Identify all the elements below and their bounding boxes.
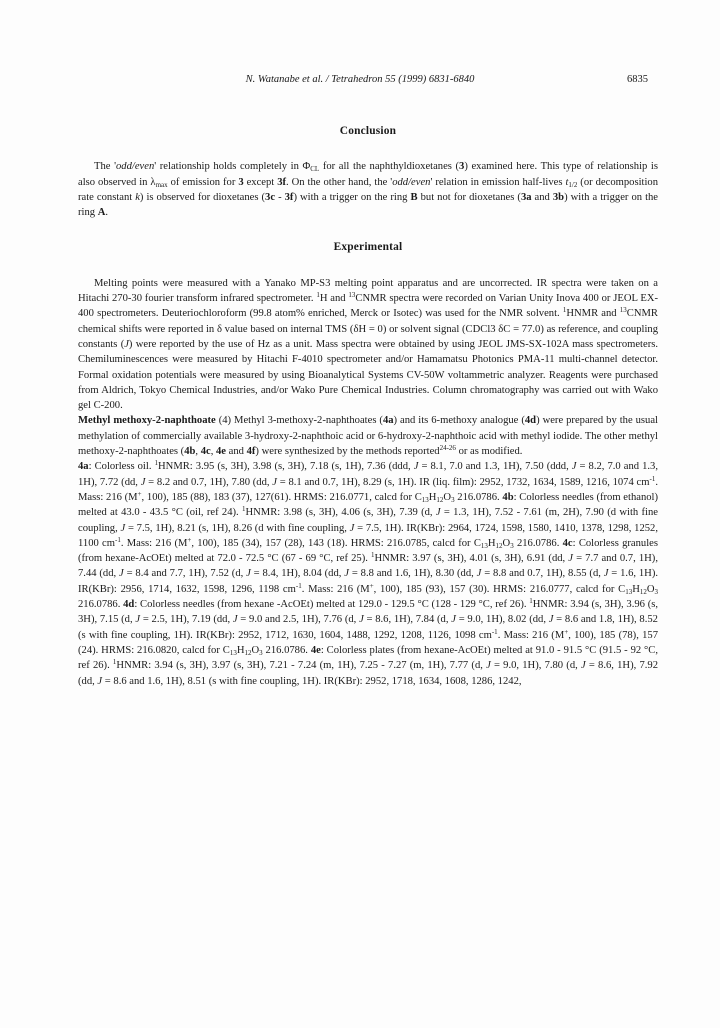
running-head [0, 74, 720, 85]
instrumentation-paragraph: Melting points were measured with a Yanako MP-S3 melting point apparatus and are uncorrected. IR spectra were taken on a Hitachi 270-30 fourier transform infrared spectrometer. $^1$H and $^{13}$CNMR spectra were recorded on Varian Unity Inova 400 or JEOL EX-400 spectrometers. Deuteriochloroform (99.8 atom% enriched, Merck or Isotec) was used for the NMR solvent. $^1$HNMR and $^{13}$CNMR chemical shifts were reported in δ value based on internal TMS (δH = 0) or solvent signal (CDCl3 δC = 77.0) as reference, and coupling constants (J) were reported by the use of Hz as a unit. Mass spectra were obtained by using JEOL JMS-SX-102A mass spectrometers. Chemiluminescences were measured by Hitachi F-4010 spectrometer and/or Hamamatsu Photonics PMA-11 multi-channel detector. Formal oxidation potentials were measured by using Bioanalytical Systems CV-50W voltammetric analyzer. Reagents were purchased from Aldrich, Tokyo Chemical Industries, and/or Wako Pure Chemical Industries. Column chromatography was carried out with Wako gel C-200. [78, 277, 659, 412]
article-body [78, 124, 658, 689]
page-number: 6835 [627, 74, 648, 85]
running-title: N. Watanabe et al. / Tetrahedron 55 (1999) 6831-6840 [245, 74, 475, 85]
conclusion-heading: Conclusion [339, 125, 397, 137]
experimental-heading: Experimental [333, 241, 403, 254]
compound-data-paragraph: 4a: Colorless oil. $^1$HNMR: 3.95 (s, 3H), 3.98 (s, 3H), 7.18 (s, 1H), 7.36 (ddd, J = 8.1, 7.0 and 1.3, 1H), 7.50 (ddd, J = 8.2, 7.0 and 1.3, 1H), 7.72 (dd, J = 8.2 and 0.7, 1H), 7.80 (dd, J = 8.1 and 0.7, 1H), 8.29 (s, 1H). IR (liq. film): 2952, 1732, 1634, 1589, 1216, 1074 $cm^{-1}$. Mass: 216 (M+, 100), 185 (88), 183 (37), 127(61). HRMS: 216.0771, calcd for $C_{13}H_{12}O_3$ 216.0786. 4b: Colorless needles (from ethanol) melted at 43.0 - 43.5 °C (oil, ref 24). $^1$HNMR: 3.98 (s, 3H), 4.06 (s, 3H), 7.39 (d, J = 1.3, 1H), 7.52 - 7.61 (m, 2H), 7.90 (d with fine coupling, J = 7.5, 1H), 8.21 (s, 1H), 8.26 (d with fine coupling, J = 7.5, 1H). IR(KBr): 2964, 1724, 1598, 1580, 1410, 1378, 1298, 1252, 1100 $cm^{-1}$. Mass: 216 (M+, 100), 185 (34), 157 (28), 143 (18). HRMS: 216.0785, calcd for $C_{13}H_{12}O_3$ 216.0786. 4c: Colorless granules (from hexane-AcOEt) melted at 72.0 - 72.5 °C (67 - 69 °C, ref 25). $^1$HNMR: 3.97 (s, 3H), 4.01 (s, 3H), 6.91 (dd, J = 7.7 and 0.7, 1H), 7.44 (dd, J = 8.4 and 7.7, 1H), 7.52 (d, J = 8.4, 1H), 8.04 (dd, J = 8.8 and 1.6, 1H), 8.30 (dd, J = 8.8 and 0.7, 1H), 8.55 (d, J = 1.6, 1H). IR(KBr): 2956, 1714, 1632, 1598, 1296, 1198 $cm^{-1}$. Mass: 216 (M+, 100), 185 (93), 157 (30). HRMS: 216.0777, calcd for $C_{13}H_{12}O_3$ 216.0786. 4d: Colorless needles (from hexane -AcOEt) melted at 129.0 - 129.5 °C (128 - 129 °C, ref 26). $^1$HNMR: 3.94 (s, 3H), 3.96 (s, 3H), 7.15 (d, J = 2.5, 1H), 7.19 (dd, J = 9.0 and 2.5, 1H), 7.76 (d, J = 8.6, 1H), 7.84 (d, J = 9.0, 1H), 8.02 (dd, J = 8.6 and 1.8, 1H), 8.52 (s with fine coupling, 1H). IR(KBr): 2952, 1712, 1630, 1604, 1488, 1292, 1208, 1126, 1098 $cm^{-1}$. Mass: 216 (M+, 100), 185 (78), 157 (24). HRMS: 216.0820, calcd for $C_{13}H_{12}O_3$ 216.0786. 4e: Colorless plates (from hexane-AcOEt) melted at 91.0 - 91.5 °C (91.5 - 92 °C, ref 26). $^1$HNMR: 3.94 (s, 3H), 3.97 (s, 3H), 7.21 - 7.24 (m, 1H), 7.25 - 7.27 (m, 1H), 7.77 (d, J = 9.0, 1H), 7.80 (d, J = 8.6, 1H), 7.92 (dd, J = 8.6 and 1.6, 1H), 8.51 (s with fine coupling, 1H). IR(KBr): 2952, 1718, 1634, 1608, 1286, 1242, [78, 459, 659, 687]
compound-heading: Methyl methoxy-2-naphthoate [78, 415, 216, 427]
synthesis-paragraph: Methyl methoxy-2-naphthoate (4) Methyl 3-methoxy-2-naphthoates (4a) and its 6-methoxy analogue (4d) were prepared by the usual methylation of commercially available 3-hydroxy-2-naphthoic acid or 6-hydroxy-2-naphthoic acid with methyl iodide. The other methyl methoxy-2-naphthoates (4b, 4c, 4e and 4f) were synthesized by the methods reported$^{24-26}$ or as modified. [78, 415, 658, 458]
conclusion-paragraph: The 'odd/even' relationship holds completely in $\Phi_{CL}$ for all the naphthyldioxetanes (3) examined here. This type of relationship is also observed in $\lambda_{max}$ of emission for 3 except 3f. On the other hand, the 'odd/even' relation in emission half-lives $t_{1/2}$ (or decomposition rate constant k) is observed for dioxetanes (3c - 3f) with a trigger on the ring B but not for dioxetanes (3a and 3b) with a trigger on the ring A. [78, 161, 659, 219]
characterization-data [78, 459, 658, 688]
